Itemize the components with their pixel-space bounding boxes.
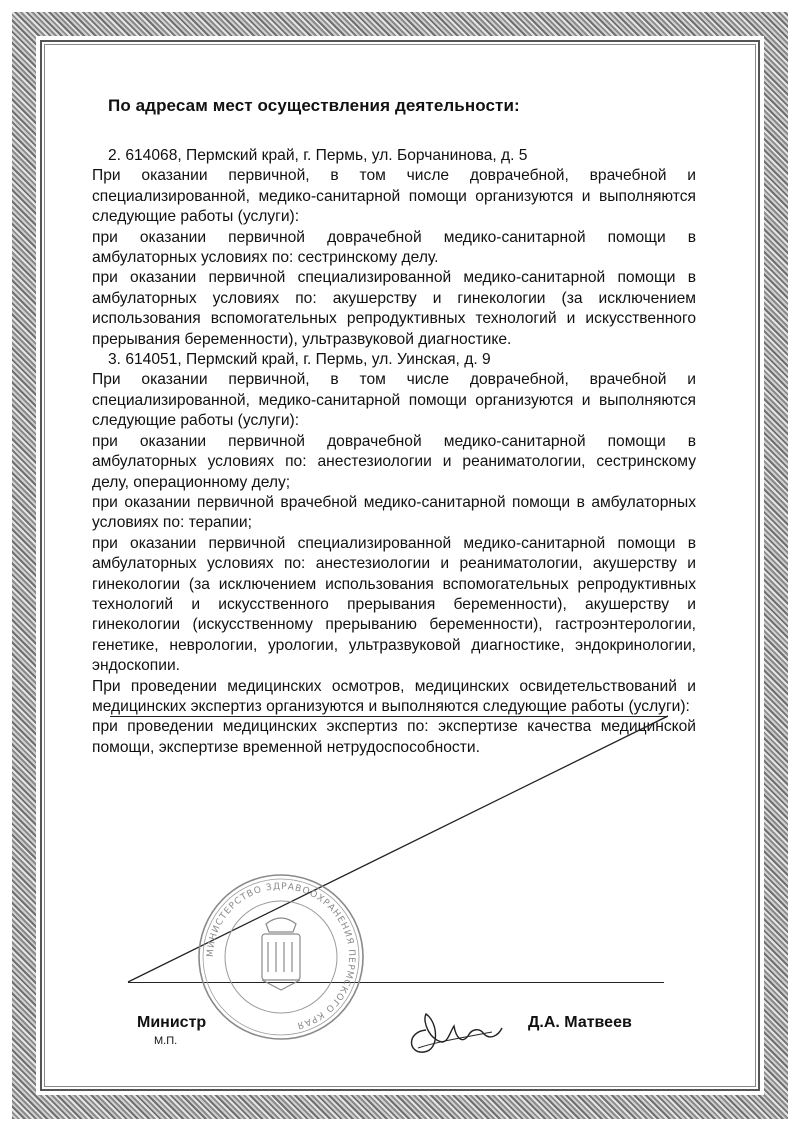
paragraph-intro-3: При оказании первичной, в том числе доврачебной, врачебной и специализированной, медико-санитарной помощи организуются и выполняются следующие работы (услуги):: [92, 371, 696, 430]
handwritten-signature: [396, 992, 506, 1062]
paragraph-prehospital-3: при оказании первичной доврачебной медико-санитарной помощи в амбулаторных условиях по: анестезиологии и реаниматологии, сестринскому делу, операционному делу;: [92, 432, 696, 491]
paragraph-intro-2: При оказании первичной, в том числе доврачебной, врачебной и специализированной, медико-санитарной помощи организуются и выполняются следующие работы (услуги):: [92, 167, 696, 226]
paragraph-specialized-3: при оказании первичной специализированной медико-санитарной помощи в амбулаторных условиях по: анестезиологии и реаниматологии, акушерству и гинекологии (за исключением использования вспомогательных репродуктивных технологий и искусственного прерывания беременности), акушерству и гинекологии (искусственному прерыванию беременности), гастроэнтерологии, генетике, неврологии, урологии, ультразвуковой диагностике, эндокринологии, эндоскопии.: [92, 534, 696, 675]
signer-name: Д.А. Матвеев: [528, 1014, 632, 1031]
official-seal: [196, 872, 366, 1042]
paragraph-examinations-intro: При проведении медицинских осмотров, медицинских освидетельствований и медицинских экспертиз организуются и выполняются следующие работы (услуги):: [92, 677, 696, 715]
page-heading: По адресам мест осуществления деятельности:: [108, 96, 520, 115]
svg-text:МИНИСТЕРСТВО ЗДРАВООХРАНЕНИЯ П: МИНИСТЕРСТВО ЗДРАВООХРАНЕНИЯ ПЕРМСКОГО КРАЯ: [205, 881, 357, 1031]
paragraph-prehospital-2: при оказании первичной доврачебной медико-санитарной помощи в амбулаторных условиях по: сестринскому делу.: [92, 228, 696, 267]
paragraph-specialized-2: при оказании первичной специализированной медико-санитарной помощи в амбулаторных условиях по: акушерству и гинекологии (за исключением использования вспомогательных репродуктивных технологий и искусственного прерывания беременности), ультразвуковой диагностике.: [92, 269, 696, 348]
address-3: 3. 614051, Пермский край, г. Пермь, ул. Уинская, д. 9: [108, 351, 491, 369]
address-2: 2. 614068, Пермский край, г. Пермь, ул. Борчанинова, д. 5: [108, 147, 528, 164]
paragraph-physician-3: при оказании первичной врачебной медико-санитарной помощи в амбулаторных условиях по: терапии;: [92, 493, 696, 532]
paragraph-expertise: при проведении медицинских экспертиз по: экспертизе качества медицинской помощи, экспертизе временной нетрудоспособности.: [92, 718, 696, 756]
signer-title: Министр: [137, 1014, 207, 1031]
stamp-place-label: М.П.: [154, 1035, 178, 1047]
